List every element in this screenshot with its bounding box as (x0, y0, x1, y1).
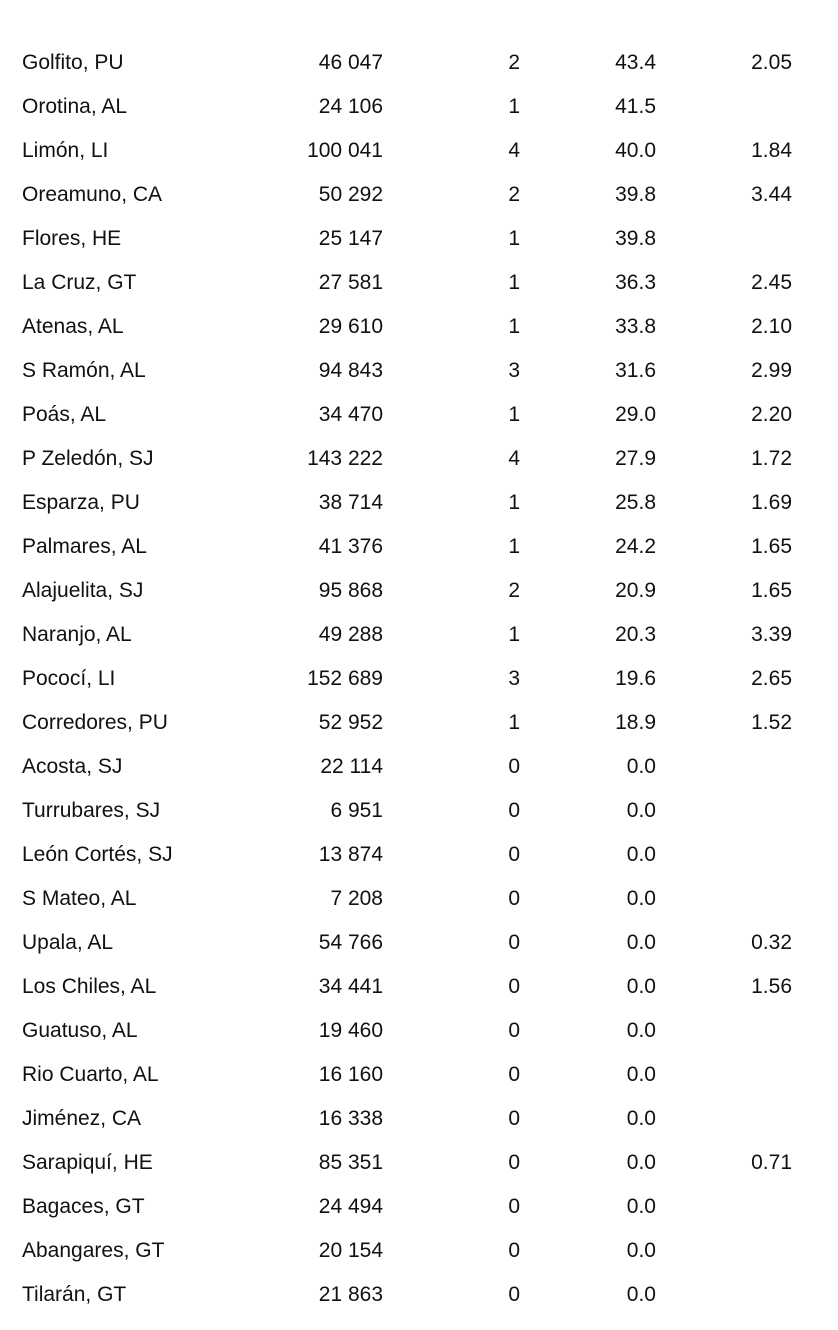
canton-cell: S Ramón, AL (22, 359, 146, 382)
extra-cell: 1.56 (751, 975, 792, 998)
rate-cell: 0.0 (626, 1283, 656, 1306)
table-row (0, 437, 838, 481)
count-cell: 0 (508, 975, 520, 998)
canton-cell: Atenas, AL (22, 315, 124, 338)
rate-cell: 0.0 (626, 1151, 656, 1174)
canton-cell: Poás, AL (22, 403, 107, 426)
extra-cell: 3.39 (751, 623, 792, 646)
rate-cell: 31.6 (615, 359, 656, 382)
extra-cell: 1.72 (751, 447, 792, 470)
extra-cell: 1.52 (751, 711, 792, 734)
extra-cell: 1.65 (751, 579, 792, 602)
count-cell: 1 (508, 535, 520, 558)
population-cell: 25 147 (318, 227, 383, 250)
rate-cell: 40.0 (615, 139, 656, 162)
canton-cell: La Cruz, GT (22, 271, 137, 294)
extra-cell: 0.71 (751, 1151, 792, 1174)
rate-cell: 0.0 (626, 975, 656, 998)
rate-cell: 24.2 (615, 535, 656, 558)
table-row (0, 701, 838, 745)
table-row (0, 657, 838, 701)
rate-cell: 27.9 (615, 447, 656, 470)
population-cell: 29 610 (318, 315, 383, 338)
rate-cell: 29.0 (615, 403, 656, 426)
canton-cell: Upala, AL (22, 931, 114, 954)
count-cell: 0 (508, 1019, 520, 1042)
count-cell: 0 (508, 843, 520, 866)
table-row (0, 173, 838, 217)
count-cell: 0 (508, 799, 520, 822)
count-cell: 1 (508, 623, 520, 646)
count-cell: 1 (508, 315, 520, 338)
extra-cell (700, 1229, 792, 1273)
count-cell: 2 (508, 579, 520, 602)
rate-cell: 20.3 (615, 623, 656, 646)
table-row (0, 525, 838, 569)
population-cell: 52 952 (318, 711, 383, 734)
population-cell: 24 494 (318, 1195, 383, 1218)
table-row (0, 1097, 838, 1141)
canton-cell: Rio Cuarto, AL (22, 1063, 159, 1086)
table-row (0, 1141, 838, 1185)
count-cell: 1 (508, 227, 520, 250)
rate-cell: 0.0 (626, 1107, 656, 1130)
extra-cell (700, 217, 792, 261)
rate-cell: 0.0 (626, 1239, 656, 1262)
table-row (0, 261, 838, 305)
rate-cell: 0.0 (626, 1195, 656, 1218)
rate-cell: 39.8 (615, 227, 656, 250)
table-row (0, 349, 838, 393)
population-cell: 13 874 (318, 843, 383, 866)
extra-cell (700, 1097, 792, 1141)
extra-cell (700, 789, 792, 833)
extra-cell: 1.84 (751, 139, 792, 162)
count-cell: 0 (508, 1283, 520, 1306)
count-cell: 0 (508, 1239, 520, 1262)
rate-cell: 41.5 (615, 95, 656, 118)
canton-cell: Flores, HE (22, 227, 122, 250)
canton-cell: Corredores, PU (22, 711, 168, 734)
canton-cell: Oreamuno, CA (22, 183, 163, 206)
table-row (0, 965, 838, 1009)
rate-cell: 0.0 (626, 755, 656, 778)
count-cell: 0 (508, 931, 520, 954)
population-cell: 54 766 (318, 931, 383, 954)
count-cell: 0 (508, 1063, 520, 1086)
rate-cell: 0.0 (626, 931, 656, 954)
canton-cell: Naranjo, AL (22, 623, 132, 646)
rate-cell: 39.8 (615, 183, 656, 206)
canton-cell: Guatuso, AL (22, 1019, 138, 1042)
count-cell: 1 (508, 95, 520, 118)
rate-cell: 18.9 (615, 711, 656, 734)
count-cell: 0 (508, 1151, 520, 1174)
canton-cell: Jiménez, CA (22, 1107, 142, 1130)
population-cell: 19 460 (318, 1019, 383, 1042)
rate-cell: 36.3 (615, 271, 656, 294)
count-cell: 1 (508, 403, 520, 426)
extra-cell: 2.45 (751, 271, 792, 294)
rate-cell: 20.9 (615, 579, 656, 602)
extra-cell: 3.44 (751, 183, 792, 206)
population-cell: 24 106 (318, 95, 383, 118)
canton-cell: P Zeledón, SJ (22, 447, 154, 470)
table-row (0, 129, 838, 173)
table-row (0, 1185, 838, 1229)
rate-cell: 25.8 (615, 491, 656, 514)
rate-cell: 0.0 (626, 843, 656, 866)
canton-cell: Tilarán, GT (22, 1283, 127, 1306)
rate-cell: 33.8 (615, 315, 656, 338)
canton-cell: S Mateo, AL (22, 887, 137, 910)
canton-cell: León Cortés, SJ (22, 843, 173, 866)
population-cell: 7 208 (330, 887, 383, 910)
extra-cell: 1.65 (751, 535, 792, 558)
population-cell: 38 714 (318, 491, 383, 514)
table-row (0, 85, 838, 129)
canton-cell: Golfito, PU (22, 51, 124, 74)
population-cell: 50 292 (318, 183, 383, 206)
population-cell: 46 047 (318, 51, 383, 74)
extra-cell (700, 745, 792, 789)
table-row (0, 1273, 838, 1317)
table-row (0, 1053, 838, 1097)
population-cell: 95 868 (318, 579, 383, 602)
count-cell: 0 (508, 887, 520, 910)
count-cell: 3 (508, 667, 520, 690)
extra-cell (700, 877, 792, 921)
extra-cell (700, 85, 792, 129)
table-row (0, 1229, 838, 1273)
extra-cell: 0.32 (751, 931, 792, 954)
table-row (0, 1009, 838, 1053)
extra-cell (700, 1053, 792, 1097)
count-cell: 2 (508, 51, 520, 74)
extra-cell (700, 1009, 792, 1053)
table-row (0, 305, 838, 349)
table-row (0, 745, 838, 789)
table-row (0, 789, 838, 833)
canton-cell: Abangares, GT (22, 1239, 165, 1262)
population-cell: 20 154 (318, 1239, 383, 1262)
population-cell: 143 222 (307, 447, 383, 470)
table-row (0, 877, 838, 921)
table-row (0, 921, 838, 965)
canton-cell: Pococí, LI (22, 667, 116, 690)
table-row (0, 481, 838, 525)
extra-cell: 2.10 (751, 315, 792, 338)
rate-cell: 0.0 (626, 1063, 656, 1086)
table-row (0, 569, 838, 613)
extra-cell: 1.69 (751, 491, 792, 514)
population-cell: 16 338 (318, 1107, 383, 1130)
table-row (0, 833, 838, 877)
canton-cell: Orotina, AL (22, 95, 128, 118)
count-cell: 3 (508, 359, 520, 382)
extra-cell: 2.99 (751, 359, 792, 382)
canton-cell: Palmares, AL (22, 535, 147, 558)
table-row (0, 217, 838, 261)
population-cell: 22 114 (320, 755, 383, 778)
rate-cell: 19.6 (615, 667, 656, 690)
population-cell: 34 441 (318, 975, 383, 998)
count-cell: 4 (508, 139, 520, 162)
extra-cell: 2.20 (751, 403, 792, 426)
table-row (0, 613, 838, 657)
population-cell: 49 288 (318, 623, 383, 646)
count-cell: 0 (508, 1107, 520, 1130)
count-cell: 2 (508, 183, 520, 206)
canton-cell: Sarapiquí, HE (22, 1151, 153, 1174)
extra-cell (700, 1185, 792, 1229)
population-cell: 100 041 (307, 139, 383, 162)
population-cell: 152 689 (307, 667, 383, 690)
canton-cell: Los Chiles, AL (22, 975, 157, 998)
extra-cell: 2.05 (751, 51, 792, 74)
count-cell: 1 (508, 271, 520, 294)
rate-cell: 43.4 (615, 51, 656, 74)
count-cell: 4 (508, 447, 520, 470)
population-cell: 6 951 (330, 799, 383, 822)
population-cell: 34 470 (318, 403, 383, 426)
extra-cell (700, 1273, 792, 1317)
count-cell: 1 (508, 711, 520, 734)
rate-cell: 0.0 (626, 1019, 656, 1042)
rate-cell: 0.0 (626, 887, 656, 910)
population-cell: 16 160 (318, 1063, 383, 1086)
canton-cell: Turrubares, SJ (22, 799, 161, 822)
count-cell: 0 (508, 1195, 520, 1218)
extra-cell: 2.65 (751, 667, 792, 690)
canton-cell: Bagaces, GT (22, 1195, 145, 1218)
canton-cell: Esparza, PU (22, 491, 140, 514)
population-cell: 41 376 (318, 535, 383, 558)
population-cell: 21 863 (318, 1283, 383, 1306)
population-cell: 27 581 (318, 271, 383, 294)
table-row (0, 393, 838, 437)
population-cell: 94 843 (318, 359, 383, 382)
count-cell: 0 (508, 755, 520, 778)
count-cell: 1 (508, 491, 520, 514)
rate-cell: 0.0 (626, 799, 656, 822)
population-cell: 85 351 (318, 1151, 383, 1174)
canton-cell: Acosta, SJ (22, 755, 123, 778)
extra-cell (700, 833, 792, 877)
canton-cell: Limón, LI (22, 139, 109, 162)
table-row (0, 41, 838, 85)
canton-cell: Alajuelita, SJ (22, 579, 144, 602)
